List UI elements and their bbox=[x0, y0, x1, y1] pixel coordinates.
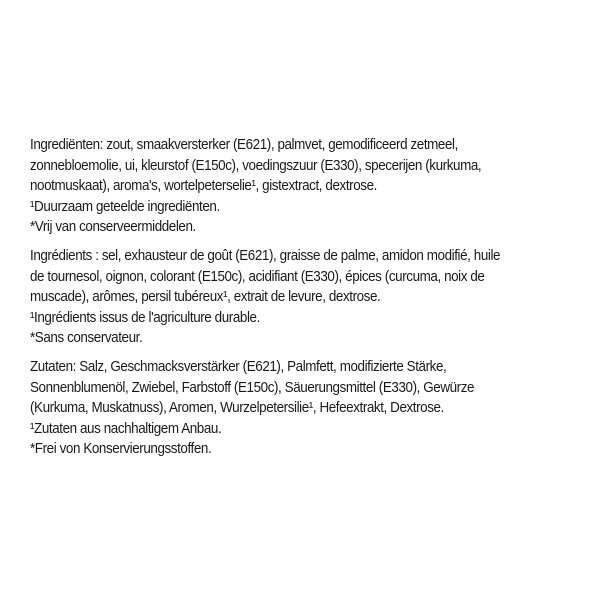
footnote-preservatives: *Frei von Konservierungsstoffen. bbox=[30, 441, 212, 458]
ingredient-label bbox=[30, 135, 585, 468]
ingredients-line: (Kurkuma, Muskatnuss), Aromen, Wurzelpetersilie¹, Hefeextrakt, Dextrose. bbox=[30, 400, 444, 417]
ingredients-line: de tournesol, oignon, colorant (E150c), acidifiant (E330), épices (curcuma, noix de bbox=[30, 268, 485, 285]
footnote-preservatives: *Vrij van conserveermiddelen. bbox=[30, 219, 196, 236]
footnote-sustainable: ¹Ingrédients issus de l'agriculture durable. bbox=[30, 309, 260, 326]
ingredients-line: muscade), arômes, persil tubéreux¹, extrait de levure, dextrose. bbox=[30, 289, 381, 306]
ingredients-line: Sonnenblumenöl, Zwiebel, Farbstoff (E150c), Säuerungsmittel (E330), Gewürze bbox=[30, 379, 475, 396]
ingredients-german bbox=[30, 357, 585, 460]
ingredients-line: Ingrediënten: zout, smaakversterker (E621), palmvet, gemodificeerd zetmeel, bbox=[30, 137, 458, 153]
footnote-sustainable: ¹Zutaten aus nachhaltigem Anbau. bbox=[30, 420, 222, 437]
ingredients-line: Ingrédients : sel, exhausteur de goût (E621), graisse de palme, amidon modifié, huile bbox=[30, 247, 501, 264]
ingredients-line: nootmuskaat), aroma's, wortelpeterselie¹, gistextract, dextrose. bbox=[30, 178, 377, 195]
footnote-sustainable: ¹Duurzaam geteelde ingrediënten. bbox=[30, 198, 220, 215]
ingredients-line: zonnebloemolie, ui, kleurstof (E150c), voedingszuur (E330), specerijen (kurkuma, bbox=[30, 157, 482, 174]
ingredients-dutch bbox=[30, 135, 585, 238]
footnote-preservatives: *Sans conservateur. bbox=[30, 330, 143, 347]
ingredients-french bbox=[30, 246, 585, 349]
ingredients-line: Zutaten: Salz, Geschmacksverstärker (E621), Palmfett, modifizierte Stärke, bbox=[30, 358, 447, 375]
